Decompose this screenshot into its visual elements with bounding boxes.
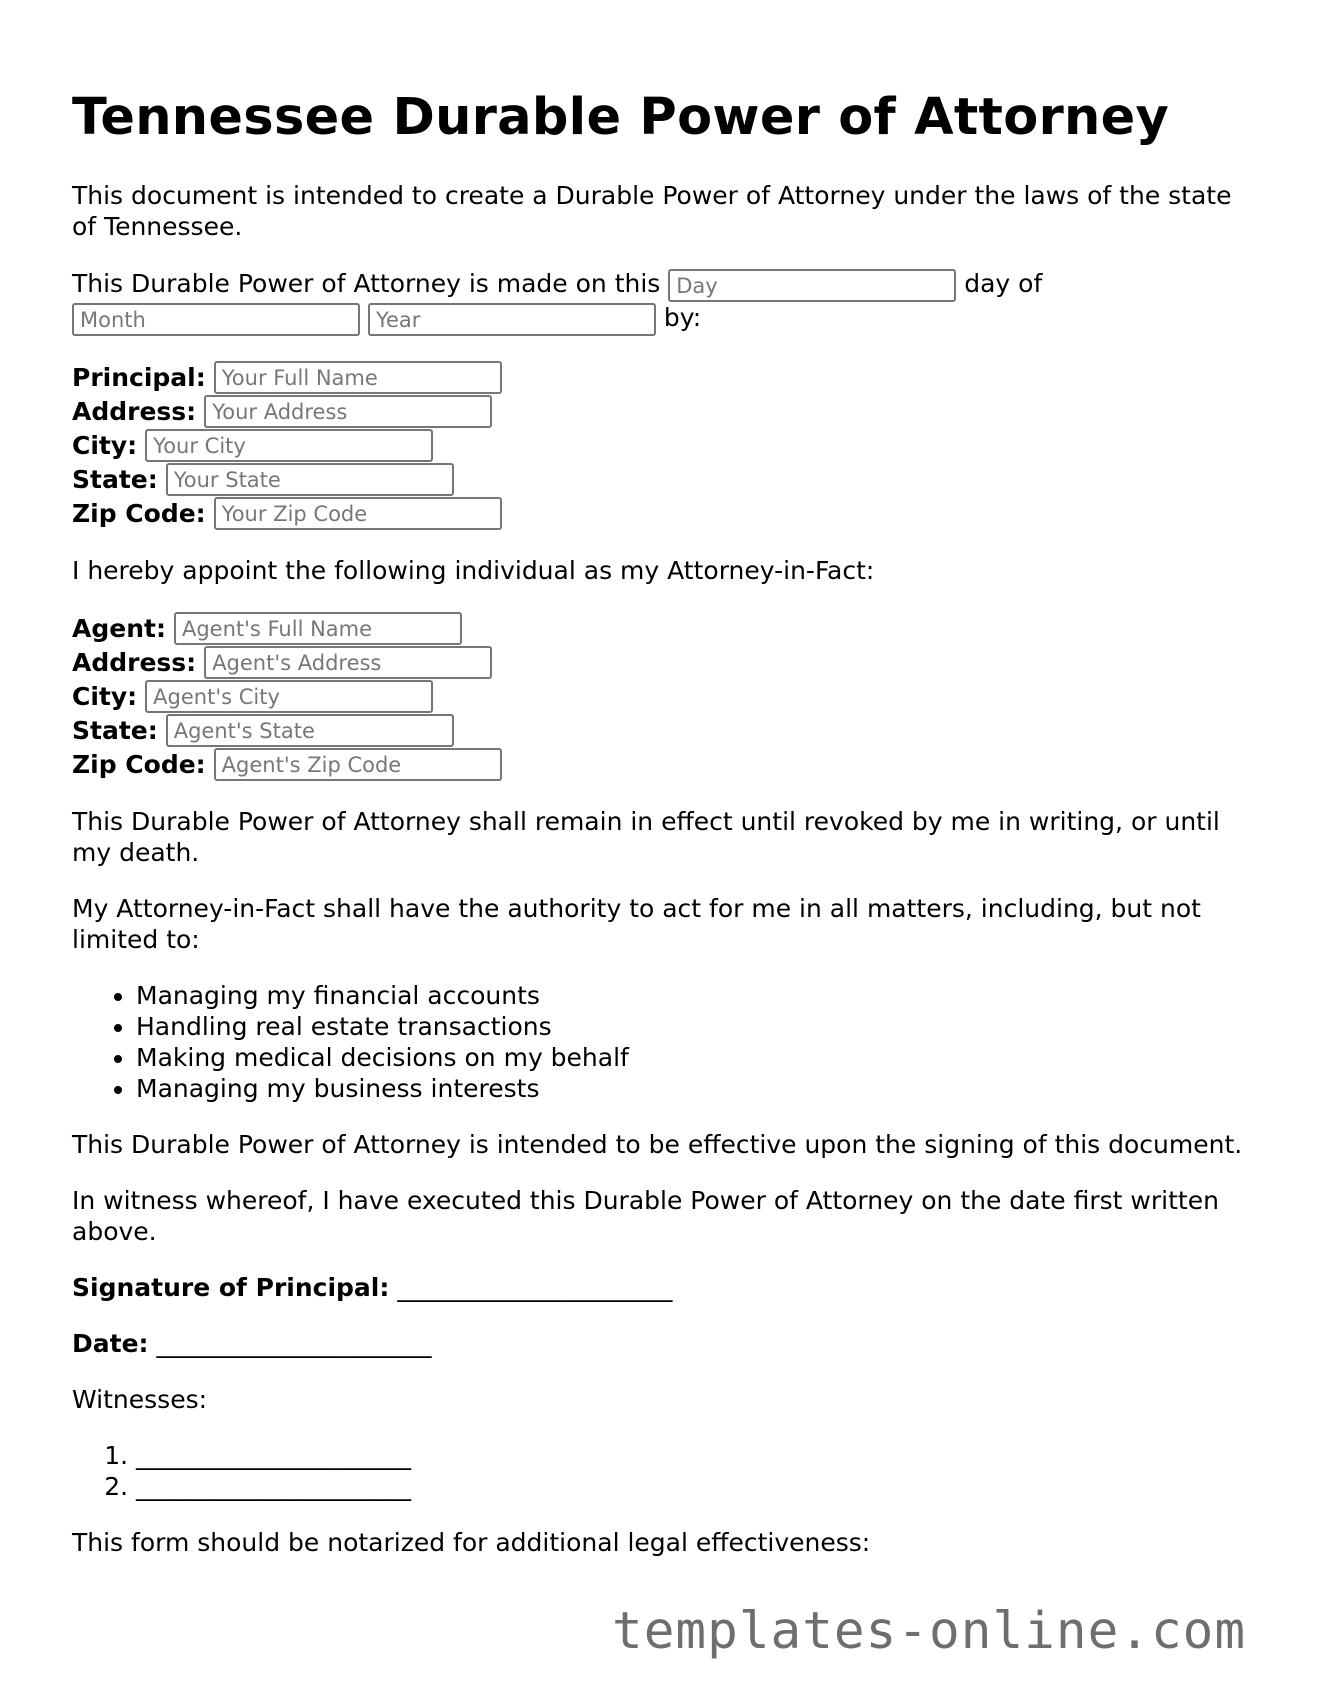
- remain-paragraph: This Durable Power of Attorney shall remain in effect until revoked by me in writing, or until my death.: [72, 807, 1220, 867]
- agent-address-label: Address:: [72, 647, 197, 677]
- made-on-line: [72, 267, 1252, 335]
- date-label: Date:: [72, 1329, 149, 1358]
- authority-list: [72, 980, 1252, 1104]
- principal-address-label: Address:: [72, 396, 197, 426]
- witness-list: [72, 1440, 1252, 1502]
- witness-line: 2. ______________________: [136, 1471, 1252, 1502]
- month-field[interactable]: Month: [72, 303, 360, 336]
- intro-paragraph: This document is intended to create a Durable Power of Attorney under the laws of the state of Tennessee.: [72, 181, 1232, 241]
- principal-name-label: Principal:: [72, 362, 206, 392]
- authority-paragraph: My Attorney-in-Fact shall have the authority to act for me in all matters, including, but not limited to:: [72, 894, 1201, 954]
- agent-details: [72, 611, 1252, 781]
- date-line: ______________________: [156, 1329, 432, 1358]
- agent-zip-field[interactable]: Agent's Zip Code: [214, 748, 502, 781]
- principal-state-label: State:: [72, 464, 158, 494]
- signature-line: ______________________: [397, 1273, 673, 1302]
- agent-city-row: [72, 679, 1252, 713]
- principal-name-row: [72, 360, 1252, 394]
- list-item: • Managing my financial accounts: [136, 980, 1252, 1011]
- principal-address-field[interactable]: Your Address: [204, 395, 492, 428]
- day-field[interactable]: Day: [668, 269, 956, 302]
- page-title: Tennessee Durable Power of Attorney: [72, 88, 1170, 147]
- list-item: • Managing my business interests: [136, 1073, 1252, 1104]
- principal-zip-label: Zip Code:: [72, 498, 206, 528]
- effective-paragraph: This Durable Power of Attorney is intended to be effective upon the signing of this document.: [72, 1130, 1243, 1159]
- made-on-middle: day of: [964, 269, 1043, 298]
- principal-city-label: City:: [72, 430, 138, 460]
- agent-zip-label: Zip Code:: [72, 749, 206, 779]
- principal-name-field[interactable]: Your Full Name: [214, 361, 502, 394]
- witnesses-label: Witnesses:: [72, 1385, 208, 1414]
- agent-name-row: [72, 611, 1252, 645]
- list-item: • Handling real estate transactions: [136, 1011, 1252, 1042]
- agent-city-field[interactable]: Agent's City: [145, 680, 433, 713]
- principal-address-row: [72, 394, 1252, 428]
- signature-label: Signature of Principal:: [72, 1273, 390, 1302]
- principal-zip-row: [72, 496, 1252, 530]
- witness-line: 1. ______________________: [136, 1440, 1252, 1471]
- principal-zip-field[interactable]: Your Zip Code: [214, 497, 502, 530]
- watermark: templates-online.com: [612, 1602, 1247, 1661]
- principal-city-row: [72, 428, 1252, 462]
- agent-state-row: [72, 713, 1252, 747]
- agent-state-field[interactable]: Agent's State: [166, 714, 454, 747]
- document-page: [72, 90, 1252, 1583]
- agent-zip-row: [72, 747, 1252, 781]
- agent-name-label: Agent:: [72, 613, 166, 643]
- notarize-paragraph: This form should be notarized for additional legal effectiveness:: [72, 1528, 871, 1557]
- agent-name-field[interactable]: Agent's Full Name: [174, 612, 462, 645]
- principal-state-field[interactable]: Your State: [166, 463, 454, 496]
- principal-city-field[interactable]: Your City: [145, 429, 433, 462]
- made-on-prefix: This Durable Power of Attorney is made on this: [72, 269, 661, 298]
- appoint-paragraph: I hereby appoint the following individual as my Attorney-in-Fact:: [72, 556, 875, 585]
- principal-state-row: [72, 462, 1252, 496]
- date-line-row: [72, 1328, 1252, 1359]
- agent-address-field[interactable]: Agent's Address: [204, 646, 492, 679]
- signature-line-row: [72, 1272, 1252, 1303]
- made-on-suffix: by:: [663, 303, 702, 332]
- principal-details: [72, 360, 1252, 530]
- agent-state-label: State:: [72, 715, 158, 745]
- list-item: • Making medical decisions on my behalf: [136, 1042, 1252, 1073]
- agent-city-label: City:: [72, 681, 138, 711]
- agent-address-row: [72, 645, 1252, 679]
- year-field[interactable]: Year: [368, 303, 656, 336]
- witness-whereof-paragraph: In witness whereof, I have executed this Durable Power of Attorney on the date first written above.: [72, 1186, 1219, 1246]
